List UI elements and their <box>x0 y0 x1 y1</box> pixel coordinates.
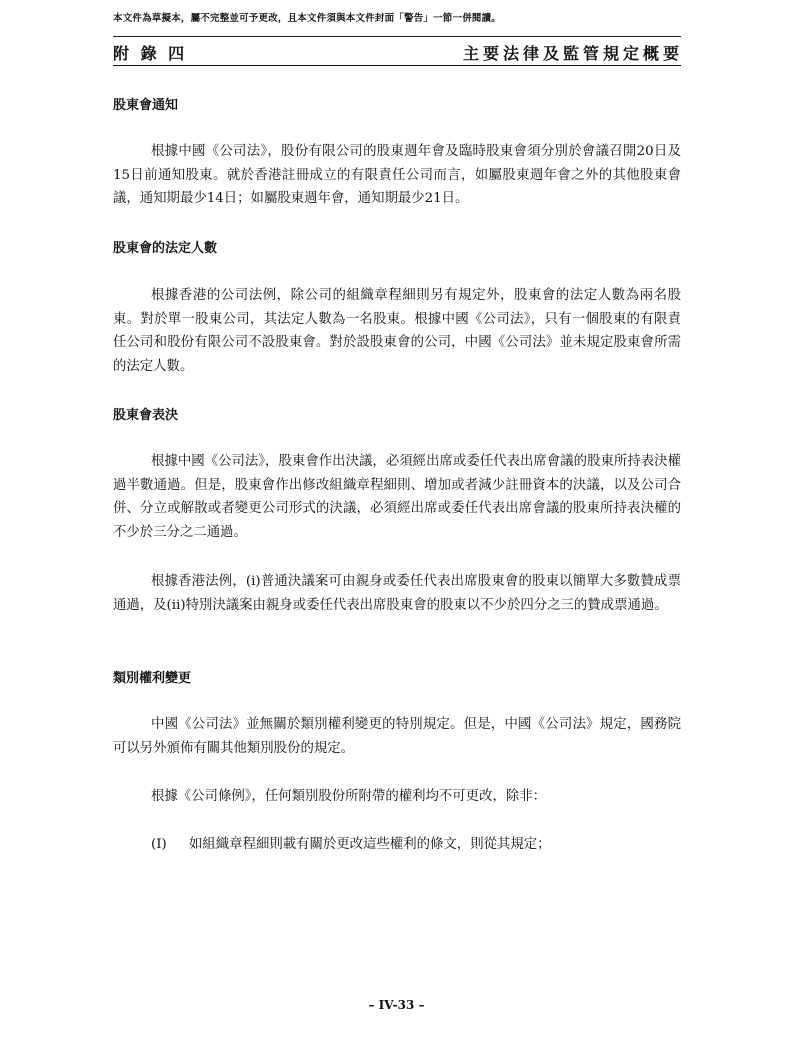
top-divider <box>113 36 681 37</box>
paragraph: 中國《公司法》並無關於類別權利變更的特別規定。但是，中國《公司法》規定，國務院可以另外頒佈有關其他類別股份的規定。 <box>113 717 681 756</box>
section-heading: 股東會通知 <box>113 98 179 113</box>
page-number: – IV-33 – <box>368 998 425 1012</box>
paragraph: 根據《公司條例》，任何類別股份所附帶的權利均不可更改，除非： <box>151 789 547 804</box>
header-divider <box>113 65 681 66</box>
list-item-text: 如組織章程細則載有關於更改這些權利的條文，則從其規定； <box>189 837 551 852</box>
paragraph: 根據中國《公司法》，股份有限公司的股東週年會及臨時股東會須分別於會議召開20日及15日前通知股東。就於香港註冊成立的有限責任公司而言，如屬股東週年會之外的其他股東會議，通知期最少14日；如屬股東週年會，通知期最少21日。 <box>113 144 681 207</box>
section-heading: 類別權利變更 <box>113 671 192 686</box>
paragraph: 根據中國《公司法》，股東會作出決議，必須經出席或委任代表出席會議的股東所持表決權過半數通過。但是，股東會作出修改組織章程細則、增加或者減少註冊資本的決議，以及公司合併、分立或解散或者變更公司形式的決議，必須經出席或委任代表出席會議的股東所持表決權的不少於三分之二通過。 <box>113 454 681 540</box>
section-heading: 股東會的法定人數 <box>113 241 218 256</box>
paragraph: 根據香港法例，(i)普通決議案可由親身或委任代表出席股東會的股東以簡單大多數贊成票通過，及(ii)特別決議案由親身或委任代表出席股東會的股東以不少於四分之三的贊成票通過。 <box>113 574 681 613</box>
draft-disclaimer: 本文件為草擬本，屬不完整並可予更改，且本文件須與本文件封面「警告」一節一併閱讀。 <box>113 13 502 24</box>
list-item-marker: (I) <box>151 837 167 852</box>
paragraph: 根據香港的公司法例，除公司的組織章程細則另有規定外，股東會的法定人數為兩名股東。對於單一股東公司，其法定人數為一名股東。根據中國《公司法》，只有一個股東的有限責任公司和股份有限公司不設股東會。對於設股東會的公司，中國《公司法》並未規定股東會所需的法定人數。 <box>113 288 681 374</box>
appendix-label: 附 錄 四 <box>113 44 188 63</box>
list-item <box>151 833 681 857</box>
page-title: 主要法律及監管規定概要 <box>462 44 683 63</box>
section-heading: 股東會表決 <box>113 408 179 423</box>
